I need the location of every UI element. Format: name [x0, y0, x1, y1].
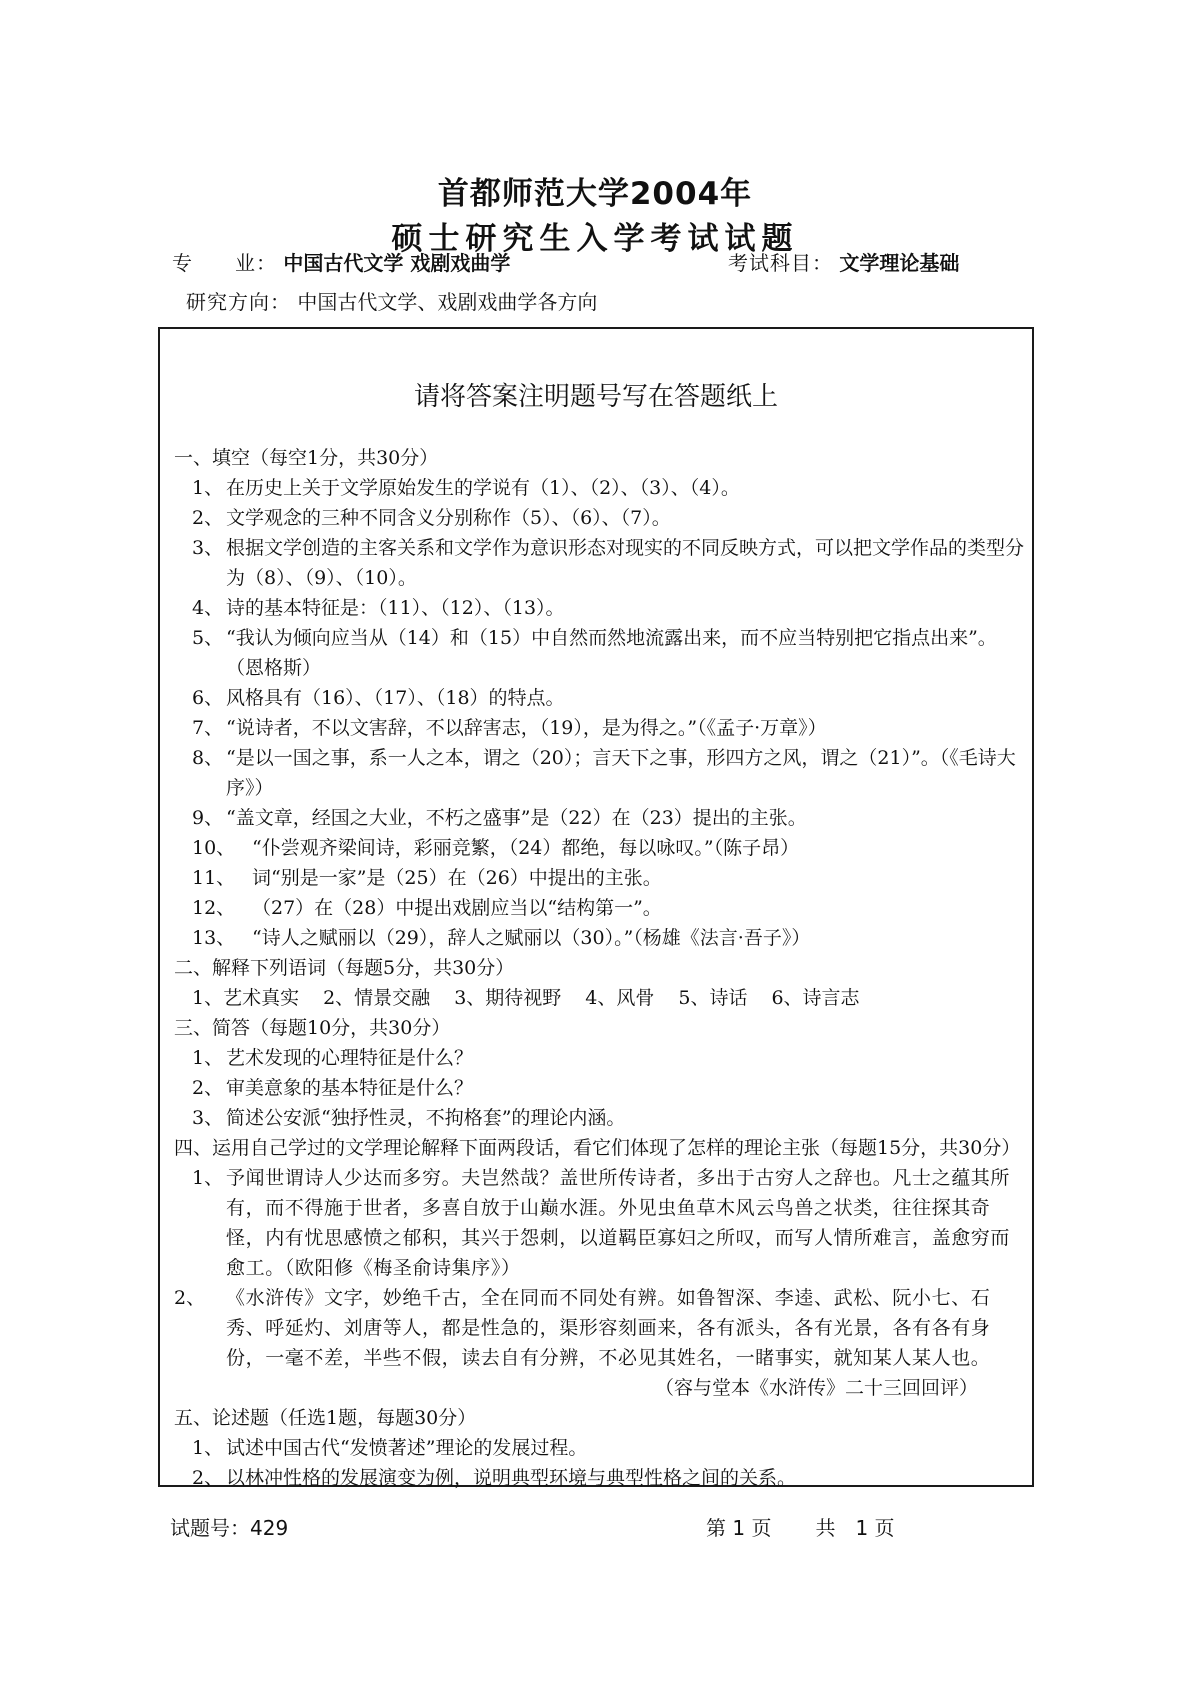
question-body [174, 443, 1024, 1493]
direction-row [186, 286, 597, 315]
section2-heading: 二、解释下列语词（每题5分，共30分） [174, 957, 515, 979]
term-item: 2、情景交融 [323, 987, 431, 1009]
answer-notice: 请将答案注明题号写在答题纸上 [413, 382, 778, 412]
passage-item: 1、 予闻世谓诗人少达而多穷。夫岂然哉？盖世所传诗者，多出于古穷人之辞也。凡士之蕴其所有，而不得施于世者，多喜自放于山巅水涯。外见虫鱼草木风云鸟兽之状类，往往探其奇怪，内有忧思感愤之郁积，其兴于怨刺，以道羁臣寡妇之所叹，而写人情所难言，盖愈穷而愈工。（欧阳修《梅圣俞诗集序》） [192, 1167, 1011, 1279]
passage-source: （容与堂本《水浒传》二十三回回评） [654, 1377, 978, 1399]
section1-heading: 一、填空（每空1分，共30分） [174, 447, 439, 469]
exam-title-line1: 首都师范大学2004年 [437, 176, 753, 212]
question-item: 10、 “仆尝观齐梁间诗，彩丽竞繁，（24）都绝，每以咏叹。”（陈子昂） [192, 837, 800, 859]
direction-label: 研究方向： [186, 290, 291, 314]
exam-code: 试题号：429 [170, 1516, 289, 1540]
question-item: 1、 艺术发现的心理特征是什么？ [192, 1047, 474, 1069]
subject-value: 文学理论基础 [839, 251, 960, 275]
direction-value: 中国古代文学、戏剧戏曲学各方向 [297, 290, 598, 314]
term-item: 6、诗言志 [771, 987, 860, 1009]
question-item: 9、 “盖文章，经国之大业，不朽之盛事”是（22）在（23）提出的主张。 [192, 807, 807, 829]
page-indicator [706, 1512, 939, 1541]
question-item: 12、 （27）在（28）中提出戏剧应当以“结构第一”。 [192, 897, 662, 919]
page-total: 共 1 页 [815, 1516, 895, 1540]
subject-row [728, 247, 959, 276]
section4-heading: 四、运用自己学过的文学理论解释下面两段话，看它们体现了怎样的理论主张（每题15分，共30分） [174, 1137, 1021, 1159]
passage-item: 2、 《水浒传》文字，妙绝千古，全在同而不同处有辨。如鲁智深、李逵、武松、阮小七、石秀、呼延灼、刘唐等人，都是性急的，渠形容刻画来，各有派头，各有光景，各有各有身份，一毫不差，半些不假，读去自有分辨，不必见其姓名，一睹事实，就知某人某人也。 [174, 1287, 991, 1369]
question-item: 1、 试述中国古代“发愤著述”理论的发展过程。 [192, 1437, 588, 1459]
major-label: 专 业： [172, 251, 277, 275]
section3-heading: 三、简答（每题10分，共30分） [174, 1017, 451, 1039]
term-item: 4、风骨 [585, 987, 655, 1009]
term-item: 3、期待视野 [454, 987, 562, 1009]
major-row [172, 247, 510, 276]
question-item: 1、 在历史上关于文学原始发生的学说有（1）、（2）、（3）、（4）。 [192, 477, 740, 499]
question-item: 11、 词“别是一家”是（25）在（26）中提出的主张。 [192, 867, 662, 889]
question-item: 4、 诗的基本特征是：（11）、（12）、（13）。 [192, 597, 565, 619]
question-item: 8、 “是以一国之事，系一人之本，谓之（20）；言天下之事，形四方之风，谓之（21）”。（《毛诗大序》） [192, 747, 1016, 799]
question-item: 3、 根据文学创造的主客关系和文学作为意识形态对现实的不同反映方式，可以把文学作品的类型分为（8）、（9）、（10）。 [192, 537, 1025, 589]
question-item: 2、 以林冲性格的发展演变为例，说明典型环境与典型性格之间的关系。 [192, 1467, 797, 1489]
exam-title-line2: 硕士研究生入学考试试题 [391, 221, 799, 257]
question-item: 2、 审美意象的基本特征是什么？ [192, 1077, 474, 1099]
section5-heading: 五、论述题（任选1题，每题30分） [174, 1407, 477, 1429]
term-list [174, 983, 1024, 1013]
page-number: 第 1 页 [706, 1516, 772, 1540]
question-item: 6、 风格具有（16）、（17）、（18）的特点。 [192, 687, 565, 709]
question-item: 5、 “我认为倾向应当从（14）和（15）中自然而然地流露出来，而不应当特别把它指点出来”。（恩格斯） [192, 627, 997, 679]
question-item: 13、 “诗人之赋丽以（29），辞人之赋丽以（30）。”（杨雄《法言·吾子》） [192, 927, 811, 949]
question-item: 7、 “说诗者，不以文害辞，不以辞害志，（19），是为得之。”（《孟子·万章》） [192, 717, 827, 739]
major-value: 中国古代文学 戏剧戏曲学 [283, 251, 511, 275]
term-item: 5、诗话 [678, 987, 748, 1009]
question-item: 3、 简述公安派“独抒性灵，不拘格套”的理论内涵。 [192, 1107, 626, 1129]
question-item: 2、 文学观念的三种不同含义分别称作（5）、（6）、（7）。 [192, 507, 671, 529]
term-item: 1、艺术真实 [192, 987, 300, 1009]
subject-label: 考试科目： [728, 251, 833, 275]
